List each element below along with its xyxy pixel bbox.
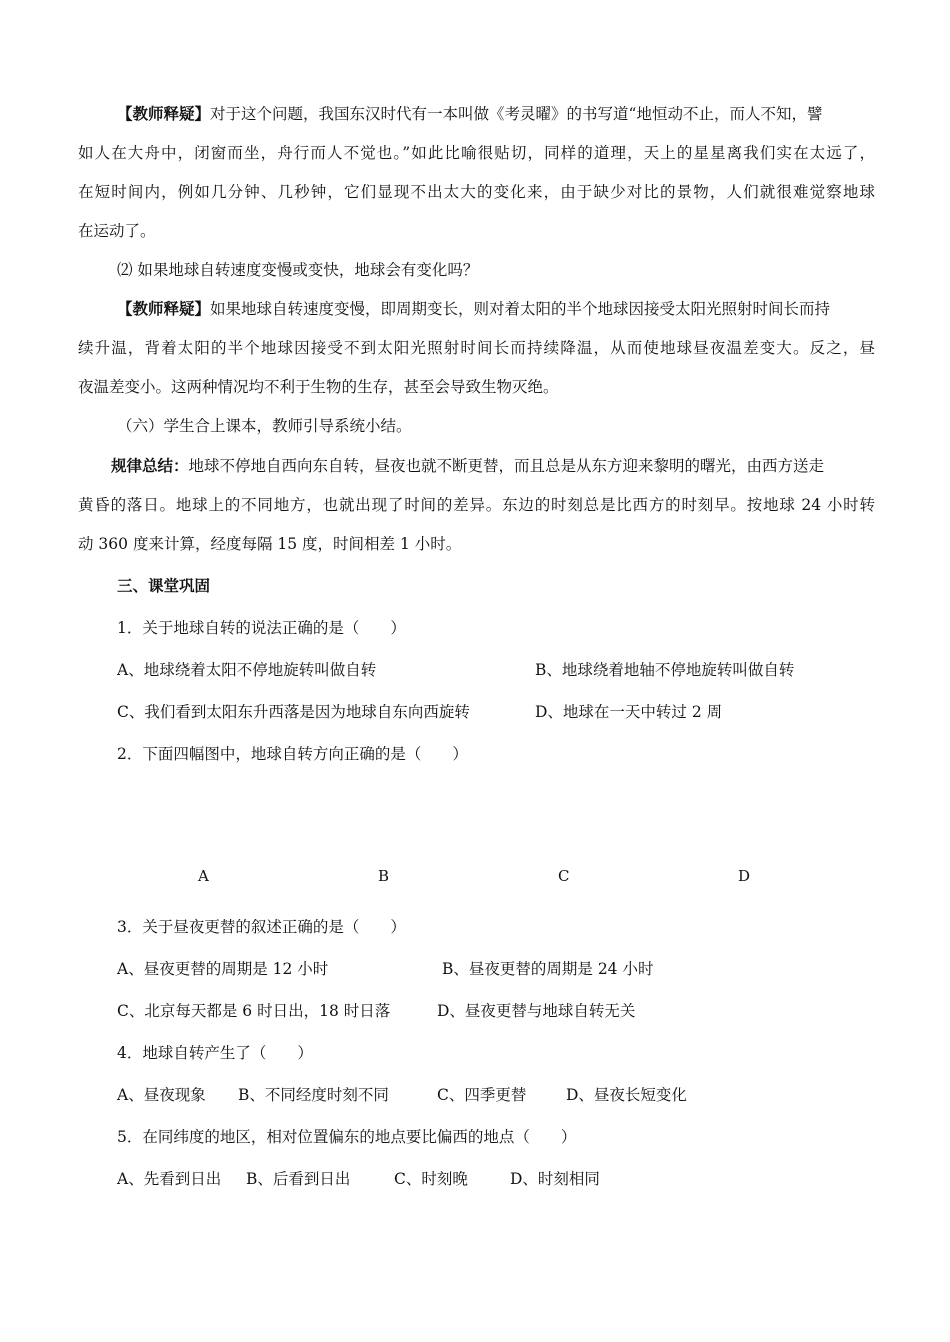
figure-label-a: A: [198, 867, 209, 885]
teacher-tag: 【教师释疑】: [117, 299, 211, 318]
q1-option-d: D、地球在一天中转过 2 周: [535, 703, 723, 721]
summary-tag: 规律总结：: [111, 456, 189, 475]
q3-option-a: A、昼夜更替的周期是 12 小时: [117, 960, 329, 978]
q5-stem: 5．在同纬度的地区，相对位置偏东的地点要比偏西的地点（ ）: [117, 1128, 577, 1146]
summary-line2: 黄昏的落日。地球上的不同地方，也就出现了时间的差异。东边的时刻总是比西方的时刻早。按地球 24 小时转: [78, 496, 875, 514]
para1-line4: 在运动了。: [78, 222, 156, 240]
para1-line2: 如人在大舟中，闭窗而坐，舟行而人不觉也。”如此比喻很贴切，同样的道理，天上的星星离我们实在太远了，: [78, 144, 875, 162]
q1-option-c: C、我们看到太阳东升西落是因为地球自东向西旋转: [117, 703, 470, 721]
para2-line1: 【教师释疑】如果地球自转速度变慢，即周期变长，则对着太阳的半个地球因接受太阳光照射时间长而持: [117, 299, 831, 318]
q1-stem: 1．关于地球自转的说法正确的是（ ）: [117, 619, 406, 637]
q3-stem: 3．关于昼夜更替的叙述正确的是（ ）: [117, 918, 406, 936]
para2-line3: 夜温差变小。这两种情况均不利于生物的生存，甚至会导致生物灭绝。: [78, 378, 559, 396]
q4-option-a: A、昼夜现象: [117, 1086, 206, 1104]
q3-option-b: B、昼夜更替的周期是 24 小时: [442, 960, 654, 978]
section-title: 三、课堂巩固: [117, 576, 211, 595]
q3-option-d: D、昼夜更替与地球自转无关: [437, 1002, 636, 1020]
q4-option-c: C、四季更替: [437, 1086, 527, 1104]
para1-line1: 【教师释疑】对于这个问题，我国东汉时代有一本叫做《考灵曜》的书写道“地恒动不止，而人不知，譬: [117, 104, 823, 123]
q5-option-c: C、时刻晚: [394, 1170, 468, 1188]
summary-line3: 动 360 度来计算，经度每隔 15 度，时间相差 1 小时。: [78, 535, 462, 553]
summary-line1: 规律总结：地球不停地自西向东自转，昼夜也就不断更替，而且总是从东方迎来黎明的曙光，由西方送走: [111, 456, 825, 475]
q1-option-a: A、地球绕着太阳不停地旋转叫做自转: [117, 661, 377, 679]
figure-label-c: C: [558, 867, 570, 885]
step-6: （六）学生合上课本，教师引导系统小结。: [117, 417, 412, 435]
para2-line2: 续升温，背着太阳的半个地球因接受不到太阳光照射时间长而持续降温，从而使地球昼夜温差变大。反之，昼: [78, 339, 875, 357]
q1-option-b: B、地球绕着地轴不停地旋转叫做自转: [535, 661, 795, 679]
q4-option-b: B、不同经度时刻不同: [238, 1086, 389, 1104]
q4-stem: 4．地球自转产生了（ ）: [117, 1044, 313, 1062]
q5-option-a: A、先看到日出: [117, 1170, 222, 1188]
figure-label-d: D: [738, 867, 751, 885]
q3-option-c: C、北京每天都是 6 时日出，18 时日落: [117, 1002, 391, 1020]
para1-line3: 在短时间内，例如几分钟、几秒钟，它们显现不出太大的变化来，由于缺少对比的景物，人们就很难觉察地球: [78, 183, 875, 201]
q2-stem: 2．下面四幅图中，地球自转方向正确的是（ ）: [117, 745, 468, 763]
q5-option-d: D、时刻相同: [510, 1170, 600, 1188]
question-2: ⑵ 如果地球自转速度变慢或变快，地球会有变化吗？: [117, 261, 479, 279]
q5-option-b: B、后看到日出: [246, 1170, 351, 1188]
figure-label-b: B: [378, 867, 390, 885]
q4-option-d: D、昼夜长短变化: [566, 1086, 687, 1104]
teacher-tag: 【教师释疑】: [117, 104, 211, 123]
